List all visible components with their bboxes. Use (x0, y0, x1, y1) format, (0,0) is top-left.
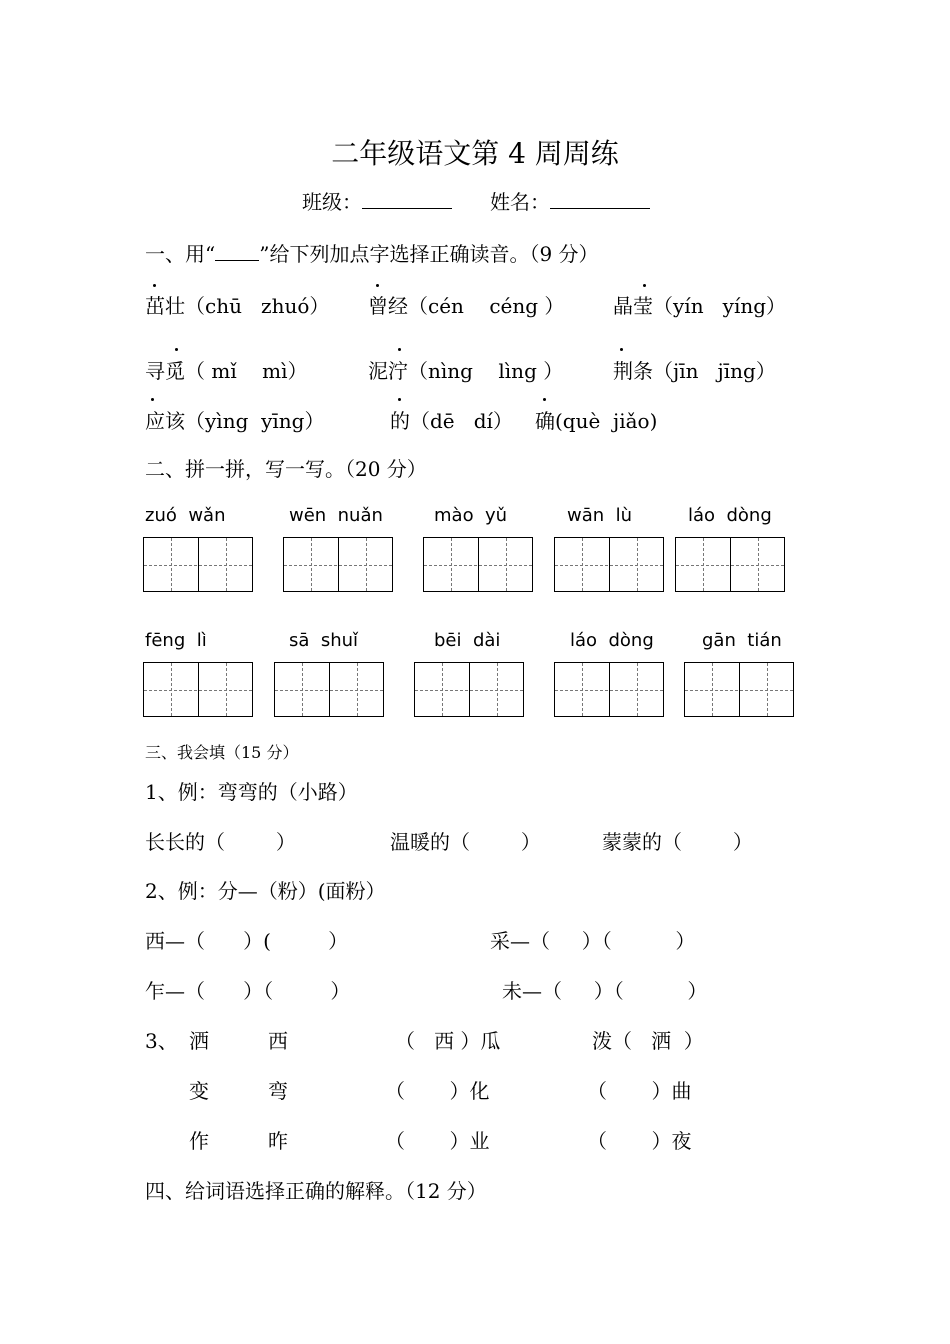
writing-grid[interactable] (414, 662, 524, 717)
q3-char: 弯 (268, 1079, 288, 1103)
writing-grid[interactable] (554, 662, 664, 717)
q3-blank[interactable]: （ ）业 (385, 1129, 490, 1153)
emphasis-dot (153, 284, 156, 287)
q1-blank-2[interactable]: 温暖的（ ） (390, 830, 541, 854)
writing-grid[interactable] (143, 537, 253, 592)
class-label: 班级： (302, 190, 362, 214)
q3-char: 西 (268, 1029, 288, 1053)
section1-heading: 一、用“ ”给下列加点字选择正确读音。（9 分） (145, 242, 599, 266)
section2-heading: 二、拼一拼，写一写。（20 分） (145, 457, 427, 481)
writing-grid[interactable] (423, 537, 533, 592)
blank-line-sample (215, 242, 259, 261)
q3-char: 洒 (189, 1029, 209, 1053)
reading-item-8: 的（dē dí） (390, 409, 513, 433)
reading-item-7: 应该（yìng yīng） (145, 409, 325, 433)
writing-grid[interactable] (274, 662, 384, 717)
q3-label: 3、 (145, 1029, 178, 1053)
name-label: 姓名： (490, 190, 550, 214)
pinyin-label: zuó wǎn (145, 505, 226, 526)
name-blank[interactable] (550, 188, 650, 209)
q2-blank-3[interactable]: 乍—（ ）（ ） (145, 979, 351, 1003)
reading-item-5: 泥泞（nìng lìng ） (368, 359, 564, 383)
writing-grid[interactable] (283, 537, 393, 592)
emphasis-dot (643, 284, 646, 287)
reading-item-6: 荆条（jīn jīng） (613, 359, 776, 383)
emphasis-dot (543, 398, 546, 401)
q3-char: 作 (189, 1129, 209, 1153)
pinyin-label: fēng lì (145, 630, 207, 651)
emphasis-dot (398, 398, 401, 401)
emphasis-dot (175, 348, 178, 351)
q2-blank-2[interactable]: 采—（ ）（ ） (490, 929, 696, 953)
page-title: 二年级语文第 4 周周练 (331, 137, 619, 170)
writing-grid[interactable] (143, 662, 253, 717)
q3-char: 昨 (268, 1129, 288, 1153)
section4-heading: 四、给词语选择正确的解释。（12 分） (145, 1179, 487, 1203)
class-blank[interactable] (362, 188, 452, 209)
pinyin-label: bēi dài (434, 630, 501, 651)
pinyin-label: sā shuǐ (289, 630, 359, 651)
q3-blank[interactable]: （ 西 ）瓜 (395, 1029, 501, 1053)
emphasis-dot (620, 348, 623, 351)
q3-blank[interactable]: （ ）夜 (587, 1129, 692, 1153)
reading-item-4: 寻觅（ mǐ mì） (145, 359, 308, 383)
q3-blank[interactable]: （ ）化 (385, 1079, 490, 1103)
q1-blank-1[interactable]: 长长的（ ） (145, 830, 296, 854)
pinyin-label: wān lù (567, 505, 633, 526)
writing-grid[interactable] (554, 537, 664, 592)
pinyin-label: wēn nuǎn (289, 505, 383, 526)
q3-blank[interactable]: （ ）曲 (587, 1079, 692, 1103)
reading-item-1: 茁壮（chū zhuó） (145, 294, 330, 318)
pinyin-label: láo dòng (688, 505, 772, 526)
q3-char: 变 (189, 1079, 209, 1103)
pinyin-label: mào yǔ (434, 505, 508, 526)
section3-heading: 三、我会填（15 分） (145, 743, 299, 762)
emphasis-dot (376, 284, 379, 287)
emphasis-dot (151, 398, 154, 401)
pinyin-label: gān tián (702, 630, 782, 651)
pinyin-label: láo dòng (570, 630, 654, 651)
writing-grid[interactable] (675, 537, 785, 592)
reading-item-3: 晶莹（yín yíng） (613, 294, 787, 318)
name-field (490, 186, 650, 215)
q2-blank-1[interactable]: 西—（ ）( ） (145, 929, 349, 953)
class-field (302, 186, 452, 215)
writing-grid[interactable] (684, 662, 794, 717)
reading-item-9: 确(què jiǎo) (535, 409, 658, 433)
q2-example: 2、例：分—（粉）(面粉） (145, 879, 386, 903)
q1-blank-3[interactable]: 蒙蒙的（ ） (602, 830, 753, 854)
reading-item-2: 曾经（cén céng ） (368, 294, 565, 318)
q2-blank-4[interactable]: 未—（ ）（ ） (502, 979, 708, 1003)
emphasis-dot (398, 348, 401, 351)
q3-blank[interactable]: 泼（ 洒 ） (592, 1029, 704, 1053)
q1-example: 1、例：弯弯的（小路） (145, 780, 358, 804)
